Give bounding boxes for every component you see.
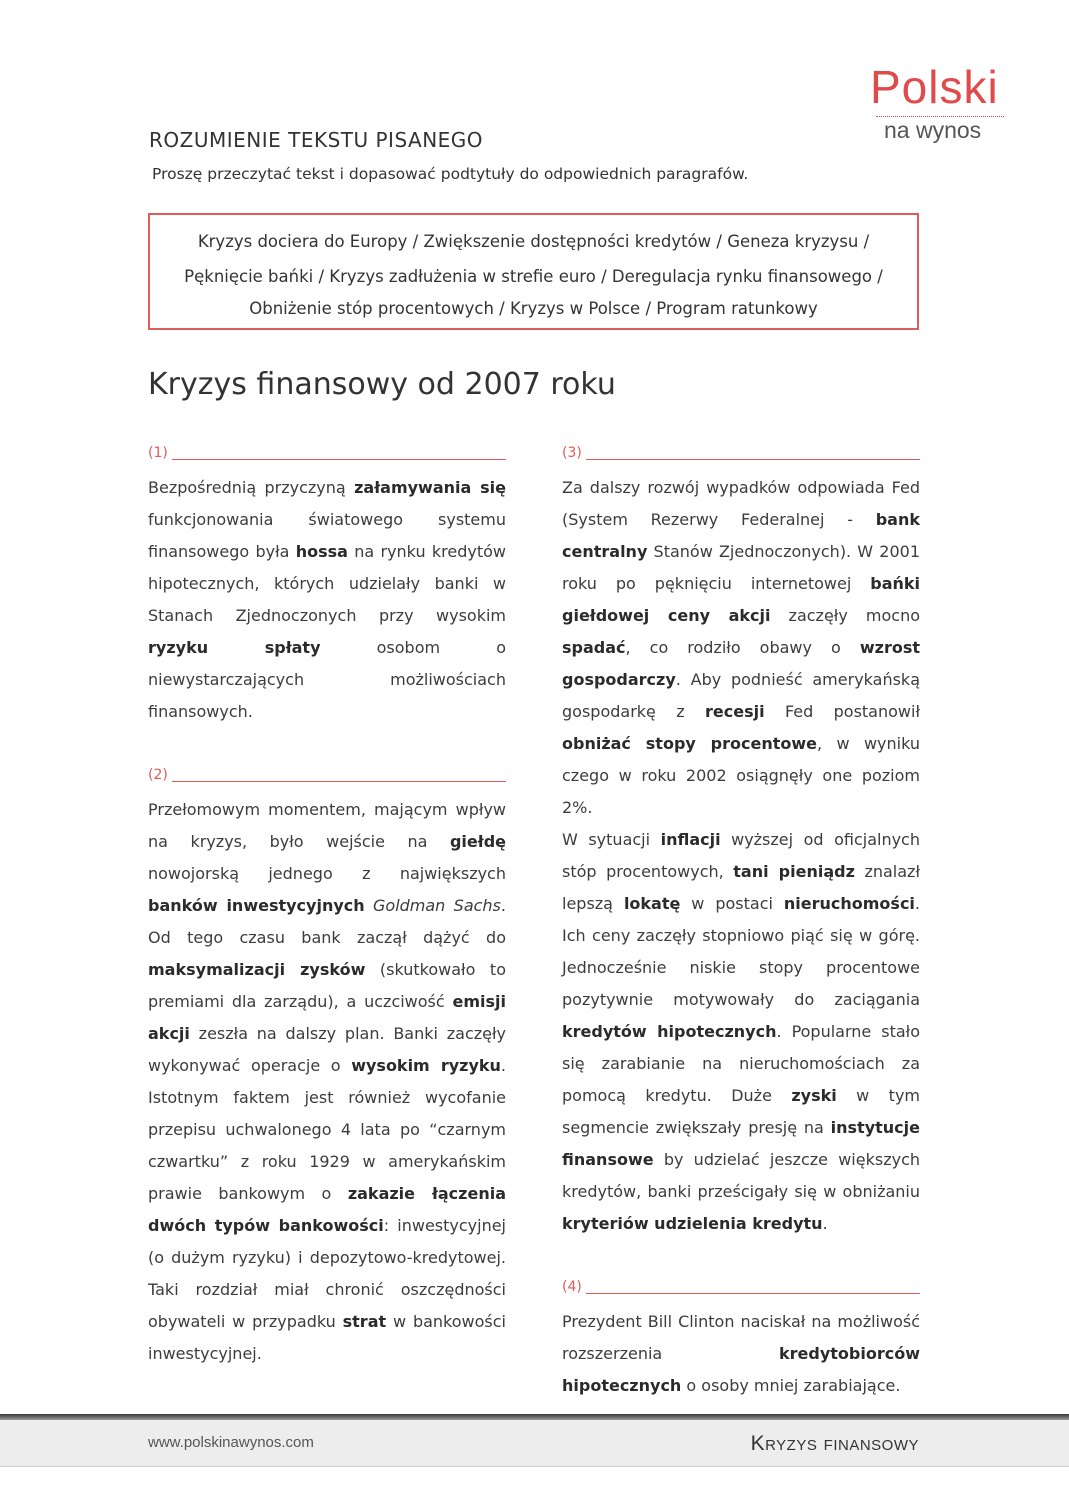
subtitle-slot-1[interactable] — [148, 440, 506, 462]
logo — [870, 62, 1010, 143]
answer-line[interactable] — [586, 1292, 920, 1294]
word-bank-line: Obniżenie stóp procentowych / Kryzys w Polsce / Program ratunkowy — [249, 299, 818, 318]
article-title: Kryzys finansowy od 2007 roku — [148, 367, 616, 402]
word-bank-box — [148, 213, 919, 330]
answer-line[interactable] — [172, 458, 506, 460]
word-bank-line: Pęknięcie bańki / Kryzys zadłużenia w strefie euro / Deregulacja rynku finansowego / — [184, 267, 883, 286]
paragraph-3: Za dalszy rozwój wypadków odpowiada Fed (System Rezerwy Federalnej - bank centralny Stanów Zjednoczonych). W 2001 roku po pęknięciu internetowej bańki giełdowej ceny akcji zaczęły mocno spadać, co rodziło obawy o wzrost gospodarczy. Aby podnieść amerykańską gospodarkę z recesji Fed postanowił obniżać stopy procentowe, w wyniku czego w roku 2002 osiągnęły one poziom 2%. W sytuacji inflacji wyższej od oficjalnych stóp procentowych, tani pieniądz znalazł lepszą lokatę w postaci nieruchomości. Ich ceny zaczęły stopniowo piąć się w górę. Jednocześnie niskie stopy procentowe pozytywnie motywowały do zaciągania kredytów hipotecznych. Popularne stało się zarabianie na nieruchomościach za pomocą kredytu. Duże zyski w tym segmencie zwiększały presję na instytucje finansowe by udzielać jeszcze większych kredytów, banki prześcigały się w obniżaniu kryteriów udzielenia kredytu. — [562, 478, 921, 1233]
answer-line[interactable] — [586, 458, 920, 460]
section-title: ROZUMIENIE TEKSTU PISANEGO — [149, 128, 484, 152]
slot-number: (3) — [562, 445, 582, 461]
footer-topic: Kryzys finansowy — [750, 1432, 919, 1455]
footer — [0, 1420, 1069, 1467]
slot-number: (1) — [148, 445, 168, 461]
logo-word: Polski — [870, 61, 999, 113]
right-column — [562, 440, 920, 1402]
subtitle-slot-3[interactable] — [562, 440, 920, 462]
subtitle-slot-2[interactable] — [148, 762, 506, 784]
instruction-text: Proszę przeczytać tekst i dopasować podtytuły do odpowiednich paragrafów. — [152, 165, 749, 183]
paragraph-2: Przełomowym momentem, mającym wpływ na kryzys, było wejście na giełdę nowojorską jednego z największych banków inwestycyjnych Goldman Sachs. Od tego czasu bank zaczął dążyć do maksymalizacji zysków (skutkowało to premiami dla zarządu), a uczciwość emisji akcji zeszła na dalszy plan. Banki zaczęły wykonywać operacje o wysokim ryzyku. Istotnym faktem jest również wycofanie przepisu uchwalonego 4 lata po “czarnym czwartku” z roku 1929 w amerykańskim prawie bankowym o zakazie łączenia dwóch typów bankowości: inwestycyjnej (o dużym ryzyku) i depozytowo-kredytowej. Taki rozdział miał chronić oszczędności obywateli w przypadku strat w bankowości inwestycyjnej. — [148, 800, 507, 1363]
word-bank-line: Kryzys dociera do Europy / Zwiększenie dostępności kredytów / Geneza kryzysu / — [197, 232, 870, 251]
paragraph-1: Bezpośrednią przyczyną załamywania się funkcjonowania światowego systemu finansowego była hossa na rynku kredytów hipotecznych, których udzielały banki w Stanach Zjednoczonych przy wysokim ryzyku spłaty osobom o niewystarczających możliwościach finansowych. — [148, 478, 507, 721]
answer-line[interactable] — [172, 780, 506, 782]
left-column — [148, 440, 506, 1370]
logo-subtitle: na wynos — [884, 117, 982, 143]
footer-url[interactable]: www.polskinawynos.com — [148, 1434, 314, 1451]
subtitle-slot-4[interactable] — [562, 1274, 920, 1296]
slot-number: (4) — [562, 1279, 582, 1295]
paragraph-4: Prezydent Bill Clinton naciskał na możliwość rozszerzenia kredytobiorców hipotecznych o osoby mniej zarabiające. — [562, 1312, 920, 1395]
slot-number: (2) — [148, 767, 168, 783]
